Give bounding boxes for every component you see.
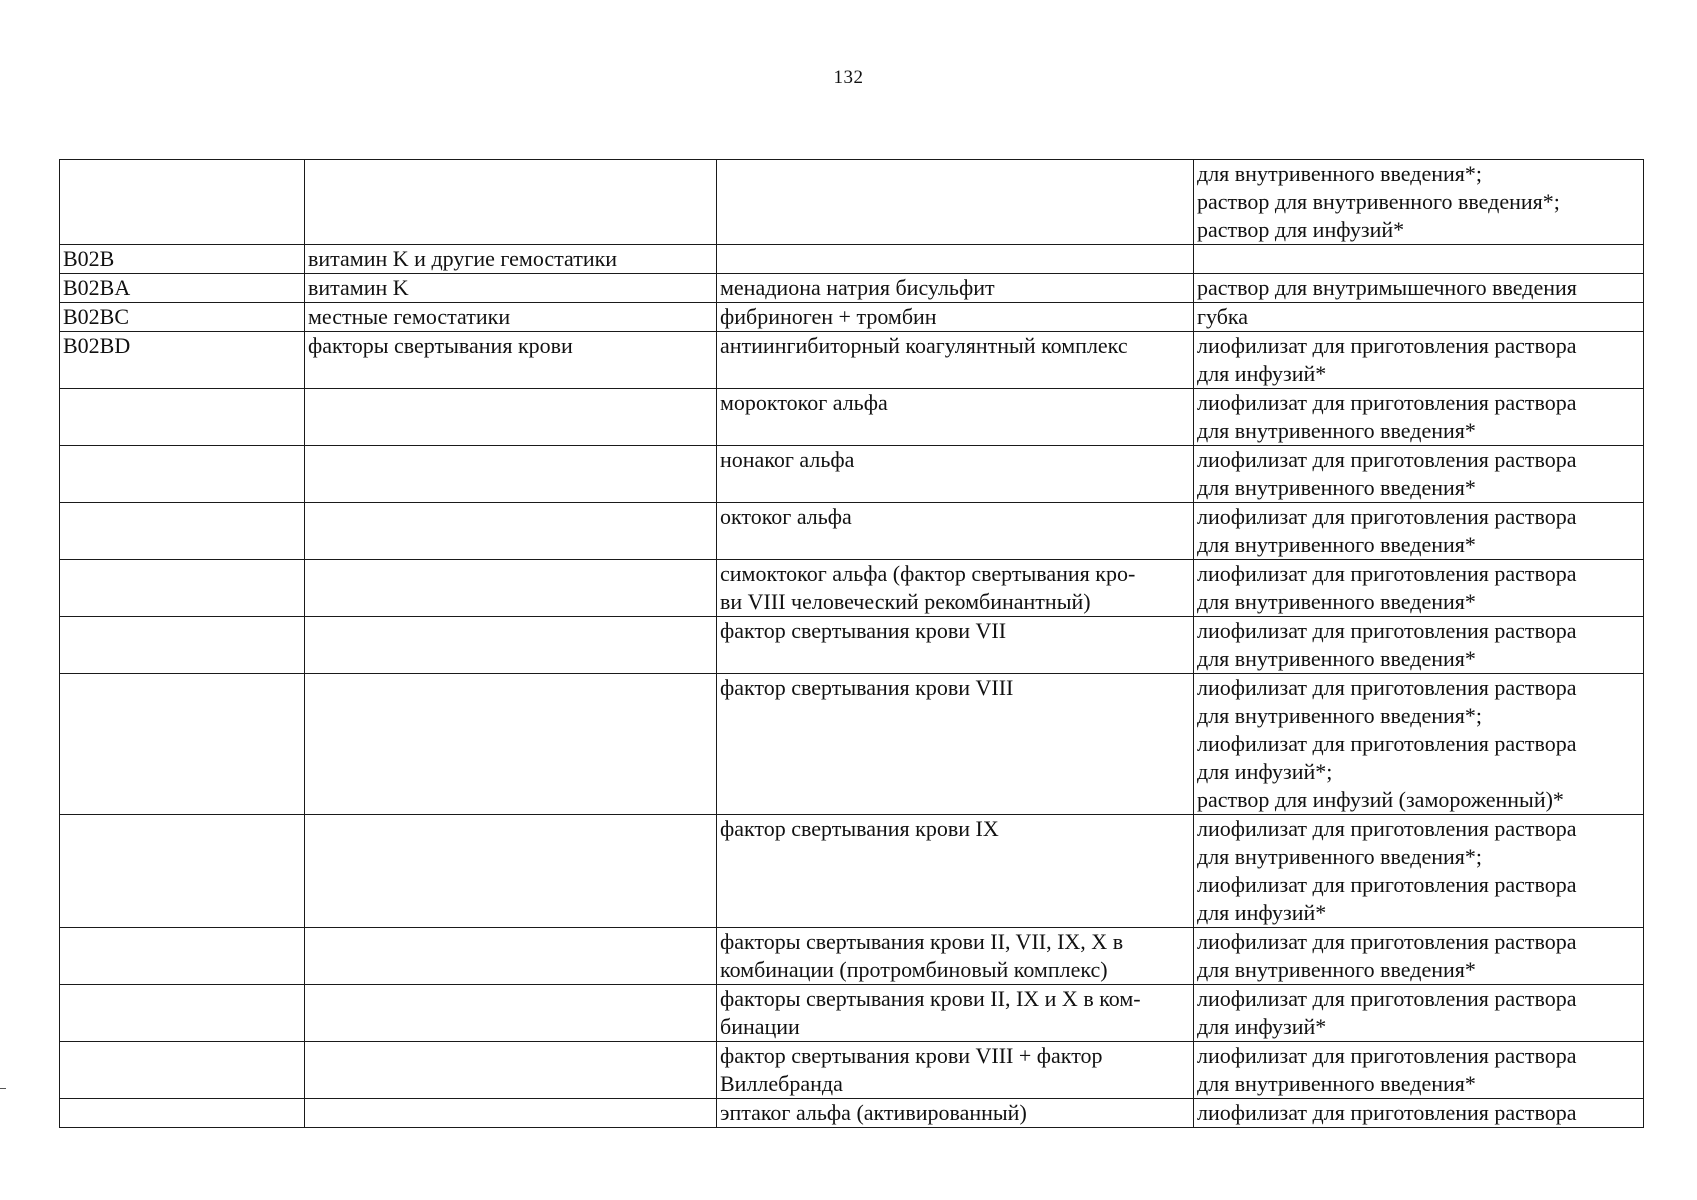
- dosage-form-cell: лиофилизат для приготовления раствора для внутривенного введения*; лиофилизат для приготовления раствора для инфузий*; раствор для инфузий (замороженный)*: [1194, 674, 1644, 815]
- table-row: [60, 274, 1644, 303]
- atc-code-cell: B02BD: [60, 332, 305, 389]
- atc-code-cell: [60, 1099, 305, 1128]
- dosage-form-cell: раствор для внутримышечного введения: [1194, 274, 1644, 303]
- group-cell: витамин K и другие гемостатики: [305, 245, 717, 274]
- dosage-form-cell: губка: [1194, 303, 1644, 332]
- drug-name-cell: менадиона натрия бисульфит: [717, 274, 1194, 303]
- table-row: [60, 303, 1644, 332]
- drug-name-cell: фактор свертывания крови IX: [717, 815, 1194, 928]
- dosage-form-cell: лиофилизат для приготовления раствора для внутривенного введения*: [1194, 617, 1644, 674]
- drug-name-cell: факторы свертывания крови II, VII, IX, X в комбинации (протромбиновый комплекс): [717, 928, 1194, 985]
- group-cell: факторы свертывания крови: [305, 332, 717, 389]
- group-cell: [305, 446, 717, 503]
- dosage-form-cell: [1194, 245, 1644, 274]
- atc-code-cell: B02B: [60, 245, 305, 274]
- dosage-form-cell: лиофилизат для приготовления раствора для внутривенного введения*; лиофилизат для приготовления раствора для инфузий*: [1194, 815, 1644, 928]
- group-cell: [305, 160, 717, 245]
- dosage-form-cell: лиофилизат для приготовления раствора для внутривенного введения*: [1194, 389, 1644, 446]
- atc-code-cell: [60, 446, 305, 503]
- table-row: [60, 160, 1644, 245]
- table-row: [60, 560, 1644, 617]
- group-cell: местные гемостатики: [305, 303, 717, 332]
- atc-code-cell: [60, 560, 305, 617]
- atc-code-cell: [60, 503, 305, 560]
- dosage-form-cell: лиофилизат для приготовления раствора для внутривенного введения*: [1194, 446, 1644, 503]
- group-cell: [305, 815, 717, 928]
- scan-edge-mark: [0, 1088, 6, 1089]
- dosage-form-cell: лиофилизат для приготовления раствора для инфузий*: [1194, 985, 1644, 1042]
- table-row: [60, 245, 1644, 274]
- group-cell: [305, 389, 717, 446]
- dosage-form-cell: лиофилизат для приготовления раствора: [1194, 1099, 1644, 1128]
- group-cell: [305, 617, 717, 674]
- drug-name-cell: нонаког альфа: [717, 446, 1194, 503]
- drug-name-cell: [717, 160, 1194, 245]
- group-cell: витамин K: [305, 274, 717, 303]
- table-row: [60, 674, 1644, 815]
- table-row: [60, 1042, 1644, 1099]
- table-row: [60, 815, 1644, 928]
- table-row: [60, 332, 1644, 389]
- dosage-form-cell: для внутривенного введения*; раствор для внутривенного введения*; раствор для инфузий*: [1194, 160, 1644, 245]
- drug-table: [59, 159, 1644, 1128]
- atc-code-cell: [60, 928, 305, 985]
- table-row: [60, 928, 1644, 985]
- table-row: [60, 1099, 1644, 1128]
- atc-code-cell: B02BC: [60, 303, 305, 332]
- table-row: [60, 389, 1644, 446]
- group-cell: [305, 928, 717, 985]
- group-cell: [305, 560, 717, 617]
- drug-name-cell: симоктоког альфа (фактор свертывания кро- ви VIII человеческий рекомбинантный): [717, 560, 1194, 617]
- atc-code-cell: [60, 674, 305, 815]
- drug-name-cell: фибриноген + тромбин: [717, 303, 1194, 332]
- atc-code-cell: [60, 1042, 305, 1099]
- page-number: 132: [833, 67, 864, 88]
- group-cell: [305, 1042, 717, 1099]
- group-cell: [305, 985, 717, 1042]
- drug-name-cell: антиингибиторный коагулянтный комплекс: [717, 332, 1194, 389]
- table-row: [60, 617, 1644, 674]
- atc-code-cell: [60, 985, 305, 1042]
- table-body: [60, 160, 1644, 1128]
- atc-code-cell: [60, 815, 305, 928]
- drug-name-cell: факторы свертывания крови II, IX и X в ком- бинации: [717, 985, 1194, 1042]
- table-row: [60, 985, 1644, 1042]
- drug-name-cell: [717, 245, 1194, 274]
- drug-name-cell: фактор свертывания крови VII: [717, 617, 1194, 674]
- drug-name-cell: фактор свертывания крови VIII + фактор Виллебранда: [717, 1042, 1194, 1099]
- drug-name-cell: эптаког альфа (активированный): [717, 1099, 1194, 1128]
- atc-code-cell: [60, 160, 305, 245]
- drug-name-cell: октоког альфа: [717, 503, 1194, 560]
- dosage-form-cell: лиофилизат для приготовления раствора для внутривенного введения*: [1194, 560, 1644, 617]
- dosage-form-cell: лиофилизат для приготовления раствора для внутривенного введения*: [1194, 928, 1644, 985]
- dosage-form-cell: лиофилизат для приготовления раствора для внутривенного введения*: [1194, 1042, 1644, 1099]
- atc-code-cell: [60, 389, 305, 446]
- table-row: [60, 446, 1644, 503]
- drug-name-cell: фактор свертывания крови VIII: [717, 674, 1194, 815]
- table-row: [60, 503, 1644, 560]
- group-cell: [305, 1099, 717, 1128]
- atc-code-cell: B02BA: [60, 274, 305, 303]
- group-cell: [305, 503, 717, 560]
- group-cell: [305, 674, 717, 815]
- dosage-form-cell: лиофилизат для приготовления раствора для инфузий*: [1194, 332, 1644, 389]
- atc-code-cell: [60, 617, 305, 674]
- dosage-form-cell: лиофилизат для приготовления раствора для внутривенного введения*: [1194, 503, 1644, 560]
- drug-name-cell: мороктоког альфа: [717, 389, 1194, 446]
